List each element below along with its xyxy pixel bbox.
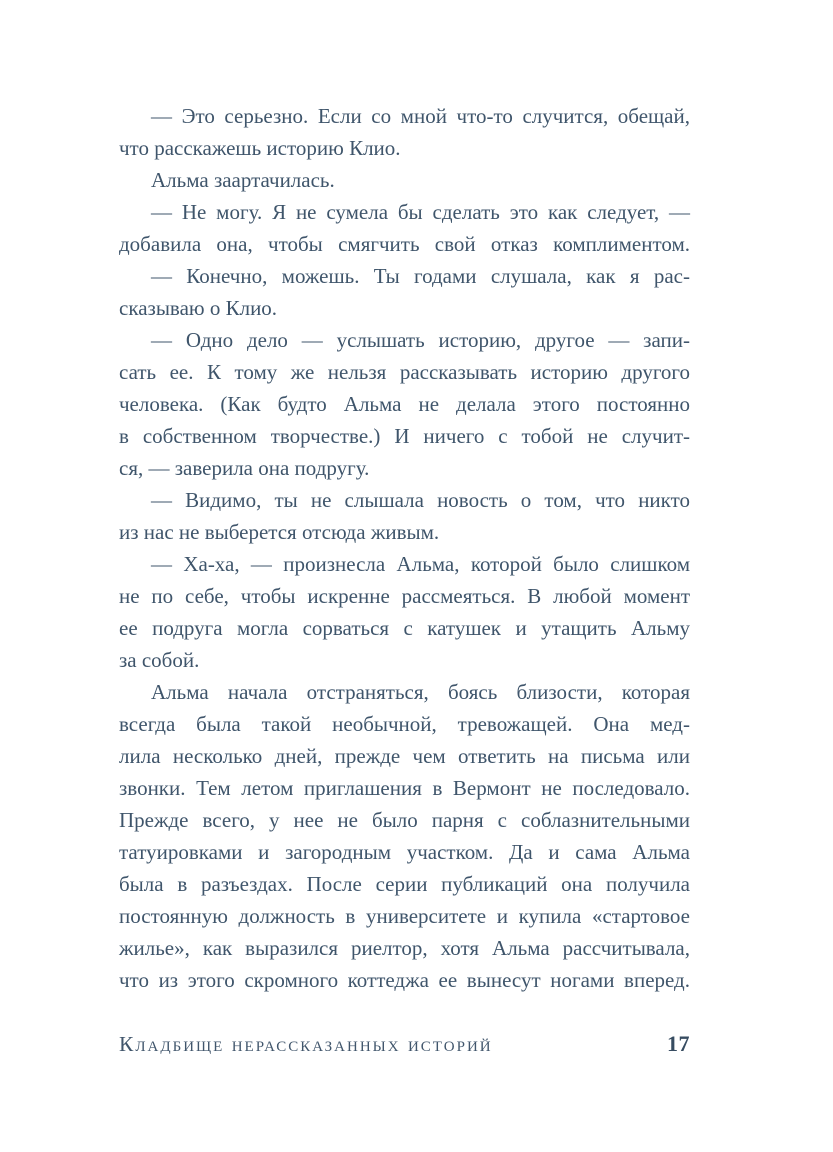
paragraph	[119, 100, 690, 164]
text-line: в собственном творчестве.) И ничего с тобой не случит-	[119, 424, 690, 448]
paragraph	[119, 324, 690, 484]
text-line: — Это серьезно. Если со мной что-то случится, обещай,	[151, 104, 690, 128]
running-title: Кладбище нерассказанных историй	[119, 1032, 493, 1056]
text-line: человека. (Как будто Альма не делала этого постоянно	[119, 392, 690, 416]
text-line: Альма заартачилась.	[151, 168, 335, 192]
text-line: лила несколько дней, прежде чем ответить на письма или	[119, 744, 690, 768]
text-line: ее подруга могла сорваться с катушек и утащить Альму	[119, 616, 690, 640]
text-line: что из этого скромного коттеджа ее вынесут ногами вперед.	[119, 968, 690, 992]
text-line: всегда была такой необычной, тревожащей. Она мед-	[119, 712, 690, 736]
page-number: 17	[667, 1031, 690, 1056]
text-line: сать ее. К тому же нельзя рассказывать историю другого	[119, 360, 690, 384]
text-line: звонки. Тем летом приглашения в Вермонт не последовало.	[119, 776, 690, 800]
paragraph	[119, 676, 690, 996]
text-line: татуировками и загородным участком. Да и сама Альма	[119, 840, 690, 864]
text-line: — Конечно, можешь. Ты годами слушала, как я рас-	[151, 264, 690, 288]
paragraph	[119, 484, 690, 548]
text-line: что расскажешь историю Клио.	[119, 136, 401, 160]
text-line: ся, — заверила она подругу.	[119, 456, 370, 480]
text-line: из нас не выберется отсюда живым.	[119, 520, 440, 544]
text-line: постоянную должность в университете и купила «стартовое	[119, 904, 690, 928]
text-line: — Одно дело — услышать историю, другое — запи-	[151, 328, 690, 352]
text-line: — Ха-ха, — произнесла Альма, которой было слишком	[151, 552, 690, 576]
text-line: Альма начала отстраняться, боясь близости, которая	[151, 680, 690, 704]
paragraph	[119, 260, 690, 324]
text-line: не по себе, чтобы искренне рассмеяться. В любой момент	[119, 584, 690, 608]
text-line: Прежде всего, у нее не было парня с соблазнительными	[119, 808, 690, 832]
text-line: — Не могу. Я не сумела бы сделать это как следует, —	[151, 200, 690, 224]
text-line: была в разъездах. После серии публикаций она получила	[119, 872, 690, 896]
page-footer	[119, 1030, 690, 1058]
text-line: добавила она, чтобы смягчить свой отказ комплиментом.	[119, 232, 690, 256]
paragraph	[119, 164, 690, 196]
body-text	[119, 100, 690, 996]
paragraph	[119, 196, 690, 260]
text-line: за собой.	[119, 648, 200, 672]
text-line: — Видимо, ты не слышала новость о том, что никто	[151, 488, 690, 512]
text-line: жилье», как выразился риелтор, хотя Альма рассчитывала,	[119, 936, 690, 960]
text-line: сказываю о Клио.	[119, 296, 278, 320]
paragraph	[119, 548, 690, 676]
